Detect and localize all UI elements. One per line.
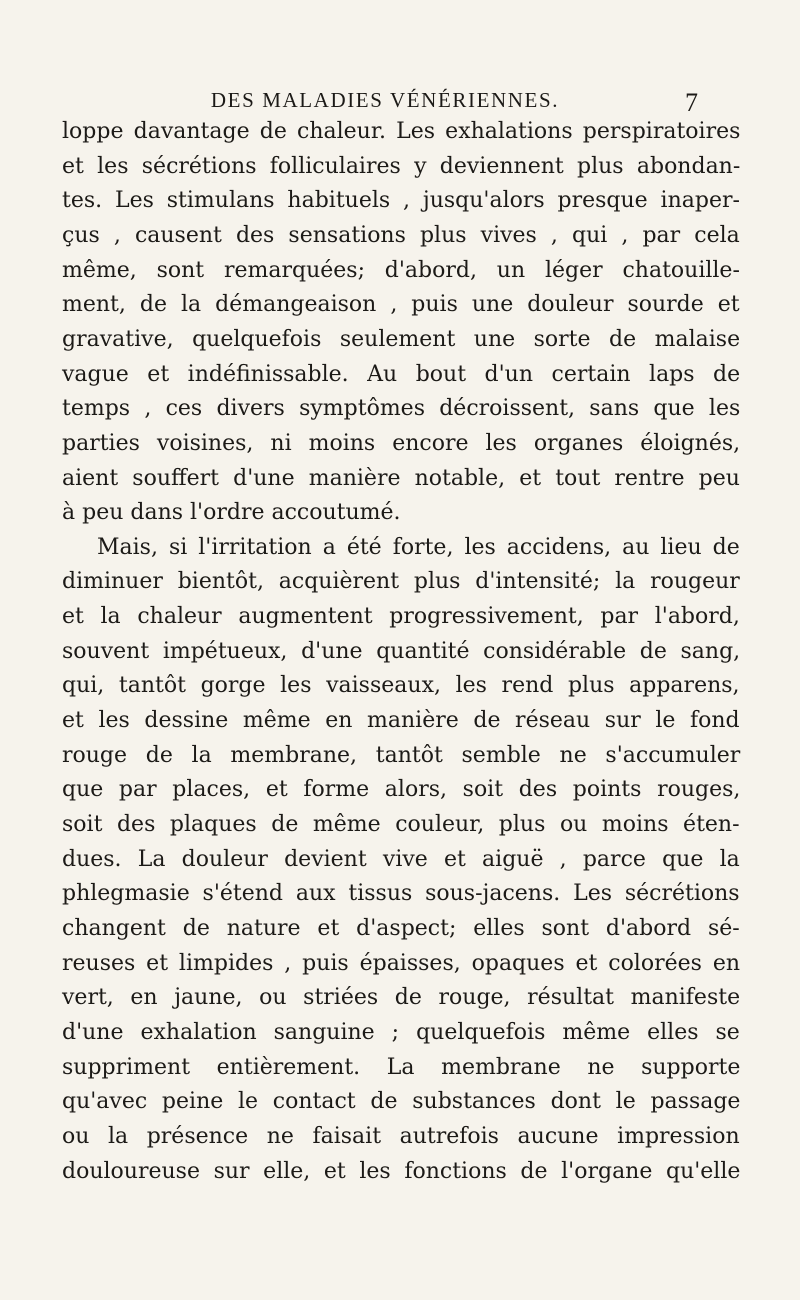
- text-line: reuses et limpides , puis épaisses, opaques et colorées en: [62, 950, 741, 976]
- text-line: loppe davantage de chaleur. Les exhalations perspiratoires: [62, 119, 741, 144]
- text-line: rouge de la membrane, tantôt semble ne s'accumuler: [62, 742, 741, 768]
- text-line: diminuer bientôt, acquièrent plus d'intensité; la rougeur: [62, 569, 740, 595]
- text-line: ment, de la démangeaison , puis une douleur sourde et: [62, 292, 740, 318]
- text-line: et les dessine même en manière de réseau sur le fond: [62, 708, 740, 734]
- text-line: changent de nature et d'aspect; elles sont d'abord sé-: [62, 915, 740, 941]
- text-line: dues. La douleur devient vive et aiguë , parce que la: [62, 846, 740, 872]
- text-line: temps , ces divers symptômes décroissent, sans que les: [62, 396, 741, 422]
- text-line: tes. Les stimulans habituels , jusqu'alors presque inaper-: [62, 188, 740, 214]
- text-line: vert, en jaune, ou striées de rouge, résultat manifeste: [62, 985, 741, 1011]
- page-number: 7: [685, 88, 698, 117]
- text-line: d'une exhalation sanguine ; quelquefois même elles se: [62, 1019, 740, 1045]
- text-line: Mais, si l'irritation a été forte, les accidens, au lieu de: [97, 534, 740, 560]
- text-line: ou la présence ne faisait autrefois aucune impression: [62, 1123, 740, 1149]
- text-line: çus , causent des sensations plus vives , qui , par cela: [62, 222, 740, 248]
- text-line: et les sécrétions folliculaires y deviennent plus abondan-: [62, 153, 741, 179]
- text-line: à peu dans l'ordre accoutumé.: [62, 500, 401, 526]
- text-line: suppriment entièrement. La membrane ne supporte: [62, 1054, 741, 1080]
- text-line: et la chaleur augmentent progressivement, par l'abord,: [62, 604, 740, 630]
- text-line: vague et indéfinissable. Au bout d'un certain laps de: [62, 361, 741, 387]
- text-line: qu'avec peine le contact de substances dont le passage: [62, 1089, 741, 1115]
- text-line: phlegmasie s'étend aux tissus sous-jacens. Les sécrétions: [62, 881, 740, 907]
- text-line: soit des plaques de même couleur, plus ou moins éten-: [62, 812, 740, 837]
- text-line: parties voisines, ni moins encore les organes éloignés,: [62, 430, 741, 456]
- text-line: gravative, quelquefois seulement une sorte de malaise: [62, 326, 741, 352]
- text-line: souvent impétueux, d'une quantité considérable de sang,: [62, 638, 741, 664]
- text-line: même, sont remarquées; d'abord, un léger chatouille-: [62, 257, 740, 283]
- text-line: aient souffert d'une manière notable, et tout rentre peu: [62, 465, 740, 491]
- text-line: que par places, et forme alors, soit des points rouges,: [62, 777, 741, 803]
- text-line: douloureuse sur elle, et les fonctions de l'organe qu'elle: [62, 1158, 741, 1184]
- text-line: qui, tantôt gorge les vaisseaux, les rend plus apparens,: [62, 673, 740, 699]
- running-title: DES MALADIES VÉNÉRIENNES.: [210, 88, 560, 112]
